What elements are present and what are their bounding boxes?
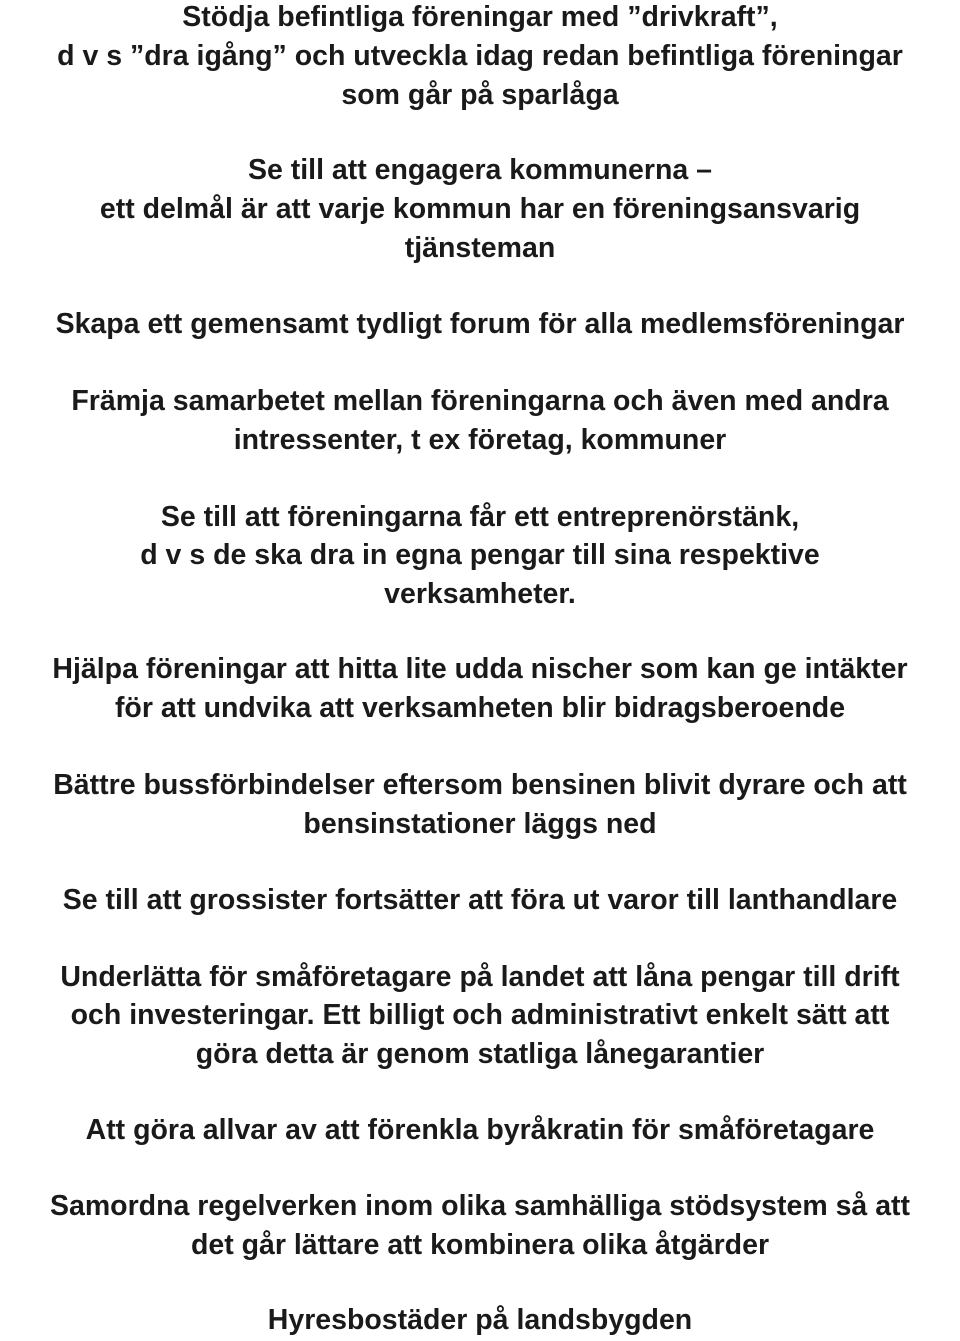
text-line: Hjälpa föreningar att hitta lite udda nischer som kan ge intäkter <box>52 653 908 685</box>
text-line: Främja samarbetet mellan föreningarna och även med andra <box>71 385 889 417</box>
text-line: det går lättare att kombinera olika åtgärder <box>190 1229 770 1261</box>
text-line: som går på sparlåga <box>341 79 619 111</box>
text-line: göra detta är genom statliga lånegarantier <box>195 1038 765 1070</box>
text-line: tjänsteman <box>404 232 556 264</box>
text-line: Bättre bussförbindelser eftersom bensinen blivit dyrare och att <box>53 769 907 801</box>
text-line: Hyresbostäder på landsbygden <box>267 1304 693 1336</box>
text-line: Se till att engagera kommunerna – <box>247 154 713 186</box>
text-line: d v s ”dra igång” och utveckla idag redan befintliga föreningar <box>57 40 903 72</box>
text-line: Underlätta för småföretagare på landet att låna pengar till drift <box>60 961 900 993</box>
text-line: d v s de ska dra in egna pengar till sina respektive <box>140 539 820 571</box>
text-line: för att undvika att verksamheten blir bidragsberoende <box>114 692 846 724</box>
text-line: Se till att grossister fortsätter att föra ut varor till lanthandlare <box>62 884 898 916</box>
text-line: Skapa ett gemensamt tydligt forum för alla medlemsföreningar <box>55 308 905 340</box>
text-line: ett delmål är att varje kommun har en föreningsansvarig <box>99 193 861 225</box>
text-line: Stödja befintliga föreningar med ”drivkraft”, <box>182 1 778 33</box>
text-line: och investeringar. Ett billigt och administrativt enkelt sätt att <box>70 999 890 1031</box>
text-line: Samordna regelverken inom olika samhälliga stödsystem så att <box>49 1190 911 1222</box>
text-line: bensinstationer läggs ned <box>303 808 657 840</box>
text-line: Att göra allvar av att förenkla byråkratin för småföretagare <box>85 1114 875 1146</box>
text-line: intressenter, t ex företag, kommuner <box>233 424 727 456</box>
text-line: Se till att föreningarna får ett entreprenörstänk, <box>160 501 800 533</box>
text-line: verksamheter. <box>384 578 576 610</box>
